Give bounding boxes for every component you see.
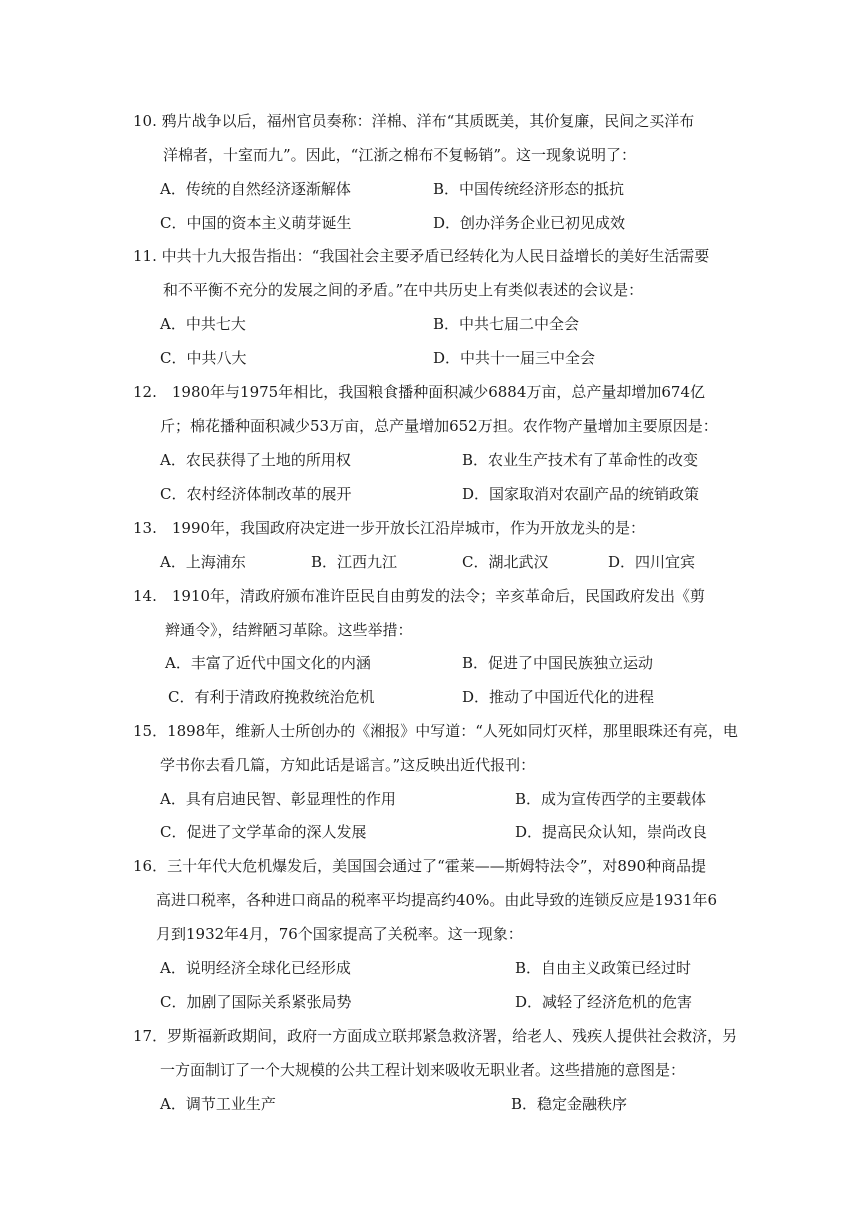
option-a: A．说明经济全球化已经形成 (160, 959, 351, 977)
option-c: C．有利于清政府挽救统治危机 (168, 688, 375, 706)
option-d: D．提高民众认知，崇尚改良 (515, 823, 708, 841)
question-text: 15．1898年，维新人士所创办的《湘报》中写道：“人死如同灯灭样，那里眼珠还有亮，电 (133, 722, 738, 740)
option-c: C．加剧了国际关系紧张局势 (160, 993, 352, 1011)
option-a: A．具有启迪民智、彰显理性的作用 (160, 790, 396, 808)
option-b: B．农业生产技术有了革命性的改变 (462, 451, 699, 469)
option-c: C．农村经济体制改革的展开 (160, 485, 352, 503)
question-text: 月到1932年4月，76个国家提高了关税率。这一现象： (156, 925, 523, 943)
question-text: 高进口税率，各种进口商品的税率平均提高约40%。由此导致的连锁反应是1931年6 (156, 891, 718, 909)
question-text: 11. 中共十九大报告指出：“我国社会主要矛盾已经转化为人民日益增长的美好生活需要 (133, 247, 710, 265)
question-text: 13. 1990年，我国政府决定进一步开放长江沿岸城市，作为开放龙头的是： (133, 519, 646, 537)
question-text: 学书你去看几篇，方知此话是谣言。”这反映出近代报刊： (160, 756, 536, 774)
option-b: B．自由主义政策已经过时 (515, 959, 692, 977)
option-d: D．创办洋务企业已初见成效 (433, 214, 626, 232)
question-text: 12. 1980年与1975年相比，我国粮食播种面积减少6884万亩，总产量却增加674亿 (133, 383, 706, 401)
option-c: C．湖北武汉 (462, 553, 549, 571)
option-c: C．促进了文学革命的深人发展 (160, 823, 367, 841)
option-b: B．促进了中国民族独立运动 (462, 654, 654, 672)
option-d: D．四川宜宾 (608, 553, 696, 571)
option-d: D．国家取消对农副产品的统销政策 (462, 485, 700, 503)
question-text: 16．三十年代大危机爆发后，美国国会通过了“霍莱——斯姆特法令”，对890种商品提 (133, 857, 707, 875)
option-b: B．中共七届二中全会 (433, 315, 580, 333)
option-c: C．中国的资本主义萌芽诞生 (160, 214, 352, 232)
question-text: 14. 1910年，清政府颁布准许臣民自由剪发的法令；辛亥革命后，民国政府发出《剪 (133, 587, 706, 605)
question-text: 辫通令》，结辫陋习革除。这些举措： (165, 621, 413, 639)
option-d: D．中共十一届三中全会 (433, 349, 596, 367)
option-d: D．减轻了经济危机的危害 (515, 993, 693, 1011)
option-b: B．稳定金融秩序 (511, 1095, 628, 1113)
option-a: A．中共七大 (160, 315, 246, 333)
question-text: 洋棉者，十室而九”。因此，“江浙之棉布不复畅销”。这一现象说明了： (163, 146, 637, 164)
question-text: 17．罗斯福新政期间，政府一方面成立联邦紧急救济署，给老人、残疾人提供社会救济，另 (133, 1027, 738, 1045)
question-text: 和不平衡不充分的发展之间的矛盾。”在中共历史上有类似表述的会议是： (163, 281, 644, 299)
option-a: A．调节工业生产 (160, 1095, 276, 1113)
option-a: A．传统的自然经济逐渐解体 (160, 180, 351, 198)
option-d: D．推动了中国近代化的进程 (462, 688, 655, 706)
option-c: C．中共八大 (160, 349, 247, 367)
option-b: B．中国传统经济形态的抵抗 (433, 180, 625, 198)
option-b: B．成为宣传西学的主要载体 (515, 790, 707, 808)
question-text: 10. 鸦片战争以后，福州官员奏称：洋棉、洋布“其质既美，其价复廉，民间之买洋布 (133, 112, 695, 130)
question-text: 一方面制订了一个大规模的公共工程计划来吸收无职业者。这些措施的意图是： (160, 1061, 686, 1079)
option-b: B．江西九江 (311, 553, 398, 571)
question-text: 斤；棉花播种面积减少53万亩，总产量增加652万担。农作物产量增加主要原因是： (160, 417, 718, 435)
option-a: A．上海浦东 (160, 553, 246, 571)
option-a: A．丰富了近代中国文化的内涵 (165, 654, 371, 672)
option-a: A．农民获得了土地的所用权 (160, 451, 351, 469)
